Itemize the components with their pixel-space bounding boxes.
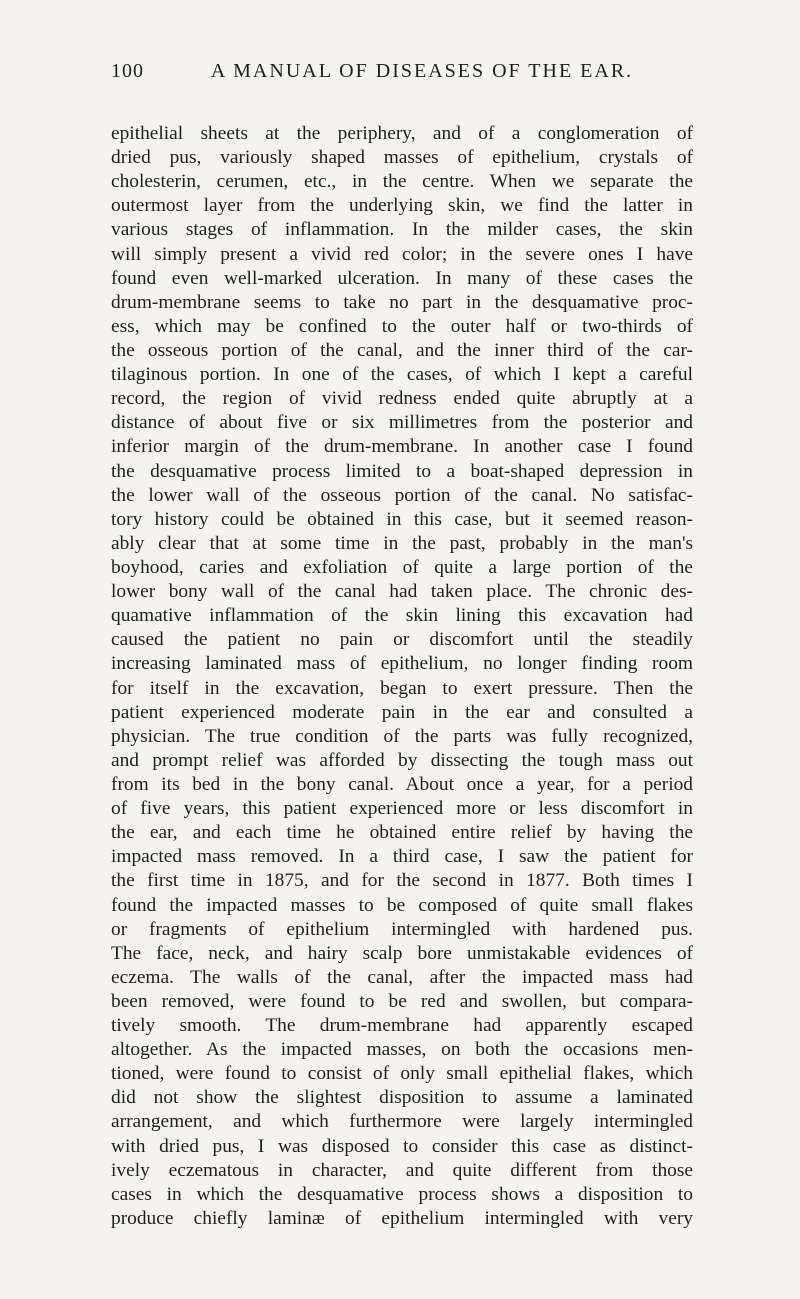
text-line: and prompt relief was afforded by dissecting the tough mass out [111, 749, 693, 771]
text-line: patient experienced moderate pain in the ear and consulted a [111, 701, 693, 723]
text-line: boyhood, caries and exfoliation of quite a large portion of the [111, 556, 693, 578]
text-line: impacted mass removed. In a third case, I saw the patient for [111, 846, 693, 868]
text-line: the ear, and each time he obtained entire relief by having the [111, 822, 693, 844]
text-line: ably clear that at some time in the past, probably in the man's [111, 532, 693, 554]
text-line: drum-membrane seems to take no part in the desquamative proc- [111, 291, 693, 313]
text-line: tioned, were found to consist of only small epithelial flakes, which [111, 1063, 693, 1085]
text-line: record, the region of vivid redness ended quite abruptly at a [111, 388, 693, 410]
text-line: various stages of inflammation. In the milder cases, the skin [111, 219, 693, 241]
text-line: The face, neck, and hairy scalp bore unmistakable evidences of [111, 942, 693, 964]
text-line: physician. The true condition of the parts was fully recognized, [111, 725, 693, 747]
text-line: cholesterin, cerumen, etc., in the centre. When we separate the [111, 171, 693, 193]
text-line: quamative inflammation of the skin lining this excavation had [111, 605, 693, 627]
text-line: the osseous portion of the canal, and the inner third of the car- [111, 339, 693, 361]
text-line: or fragments of epithelium intermingled with hardened pus. [111, 918, 693, 940]
text-line: tilaginous portion. In one of the cases, of which I kept a careful [111, 364, 693, 386]
text-line: arrangement, and which furthermore were largely intermingled [111, 1111, 693, 1133]
text-line: lower bony wall of the canal had taken place. The chronic des- [111, 581, 693, 603]
text-line: increasing laminated mass of epithelium, no longer finding room [111, 653, 693, 675]
page-number: 100 [111, 60, 144, 82]
running-title: A MANUAL OF DISEASES OF THE EAR. [210, 60, 634, 82]
text-line: ess, which may be confined to the outer half or two-thirds of [111, 315, 693, 337]
text-line: outermost layer from the underlying skin, we find the latter in [111, 195, 693, 217]
running-head [111, 60, 689, 90]
body-paragraph [111, 122, 693, 1231]
text-line: inferior margin of the drum-membrane. In another case I found [111, 436, 693, 458]
text-line: found even well-marked ulceration. In many of these cases the [111, 267, 693, 289]
text-line: eczema. The walls of the canal, after the impacted mass had [111, 966, 693, 988]
text-line: the first time in 1875, and for the second in 1877. Both times I [111, 870, 693, 892]
text-line: the desquamative process limited to a boat-shaped depression in [111, 460, 693, 482]
text-line: found the impacted masses to be composed of quite small flakes [111, 894, 693, 916]
text-line: for itself in the excavation, began to exert pressure. Then the [111, 677, 693, 699]
text-line: ively eczematous in character, and quite different from those [111, 1159, 693, 1181]
text-line: distance of about five or six millimetres from the posterior and [111, 412, 693, 434]
text-line: altogether. As the impacted masses, on both the occasions men- [111, 1039, 693, 1061]
text-line: from its bed in the bony canal. About once a year, for a period [111, 773, 693, 795]
text-line: with dried pus, I was disposed to consider this case as distinct- [111, 1135, 693, 1157]
text-line: of five years, this patient experienced more or less discomfort in [111, 798, 693, 820]
text-line: will simply present a vivid red color; in the severe ones I have [111, 243, 693, 265]
text-line: been removed, were found to be red and swollen, but compara- [111, 990, 693, 1012]
text-line: the lower wall of the osseous portion of the canal. No satisfac- [111, 484, 693, 506]
text-line: dried pus, variously shaped masses of epithelium, crystals of [111, 147, 693, 169]
text-line: did not show the slightest disposition to assume a laminated [111, 1087, 693, 1109]
text-line: cases in which the desquamative process shows a disposition to [111, 1183, 693, 1205]
text-line: tively smooth. The drum-membrane had apparently escaped [111, 1015, 693, 1037]
text-line: caused the patient no pain or discomfort until the steadily [111, 629, 693, 651]
text-line: epithelial sheets at the periphery, and of a conglomeration of [111, 123, 693, 144]
text-line: produce chiefly laminæ of epithelium intermingled with very [111, 1207, 693, 1229]
text-line: tory history could be obtained in this case, but it seemed reason- [111, 508, 693, 530]
